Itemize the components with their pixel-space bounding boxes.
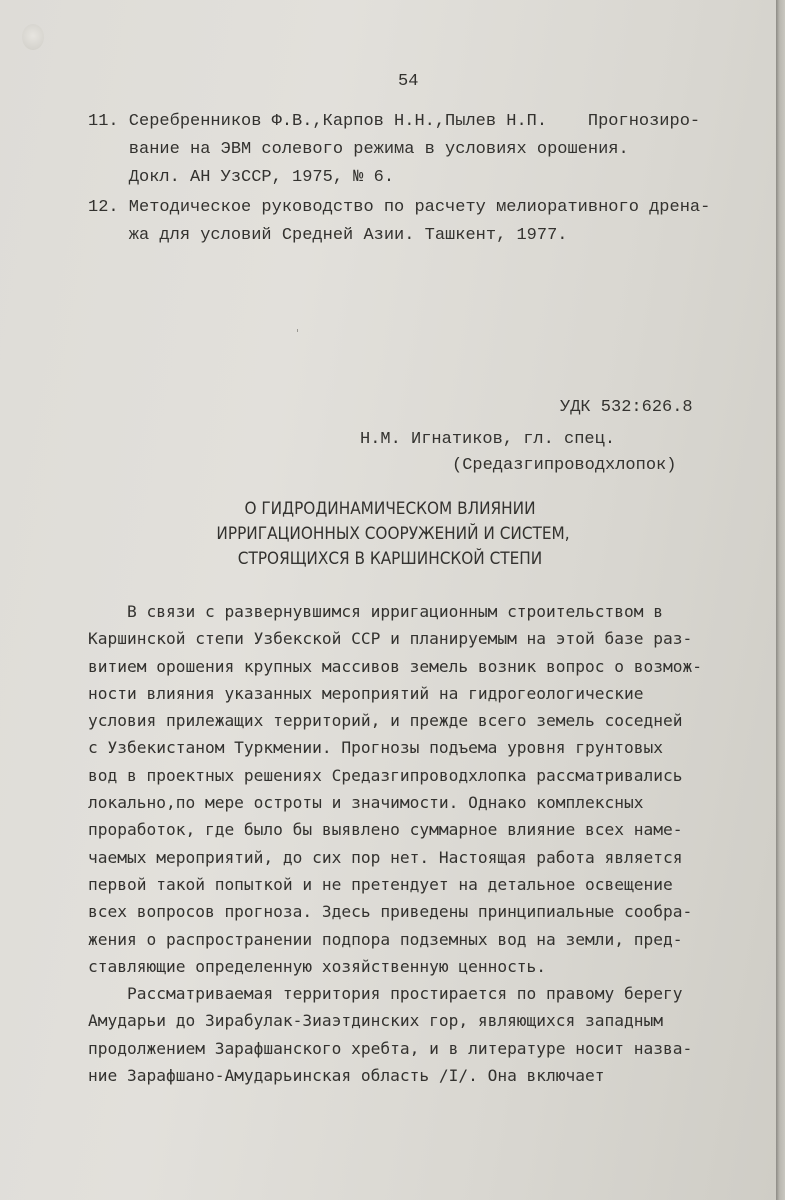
body-line: Амударьи до Зирабулак-Зиаэтдинских гор, являющихся западным [88,1011,663,1031]
stray-mark [297,329,298,332]
title-line: О ГИДРОДИНАМИЧЕСКОМ ВЛИЯНИИ [244,499,536,519]
title-line: СТРОЯЩИХСЯ В КАРШИНСКОЙ СТЕПИ [237,549,543,569]
page-number: 54 [398,72,419,91]
udk-code: УДК 532:626.8 [560,398,693,417]
reference-line: 12. Методическое руководство по расчету мелиоративного дрена- [88,198,711,217]
punch-hole [22,24,44,50]
reference-item-12 [88,194,710,250]
body-line: ние Зарафшано-Амударьинская область /I/. Она включает [88,1066,605,1086]
body-line: локально,по мере остроты и значимости. Однако комплексных [88,793,644,813]
body-line: Рассматриваемая территория простирается по правому берегу [88,984,683,1004]
body-line: жения о распространении подпора подземных вод на земли, пред- [88,929,683,949]
body-line: ности влияния указанных мероприятий на гидрогеологические [88,683,644,703]
page-edge-shadow [776,0,785,1200]
body-line: с Узбекистаном Туркмении. Прогнозы подъема уровня грунтовых [88,738,663,758]
reference-line: вание на ЭВМ солевого режима в условиях орошения. [88,140,629,159]
organization-line: (Средазгипроводхлопок) [452,456,677,475]
reference-line: жа для уcловий Средней Азии. Ташкент, 1977. [88,226,568,245]
article-body [88,598,702,1089]
body-line: первой такой попыткой и не претендует на детальное освещение [88,874,673,894]
body-line: чаемых мероприятий, до сих пор нет. Настоящая работа является [88,847,683,867]
reference-line: 11. Серебренников Ф.В.,Карпов Н.Н.,Пылев Н.П. Прогнозиро- [88,112,701,131]
article-title [0,497,776,572]
body-line: Каршинской степи Узбекской ССР и планируемым на этой базе раз- [88,629,693,649]
reference-item-11 [88,108,700,192]
body-line: витием орошения крупных массивов земель возник вопрос о возмож- [88,656,702,676]
body-line: вод в проектных решениях Средазгипроводхлопка рассматривались [88,765,683,785]
body-line: условия прилежащих территорий, и прежде всего земель соседней [88,711,683,731]
body-line: всех вопросов прогноза. Здесь приведены принципиальные сообра- [88,902,693,922]
title-line: ИРРИГАЦИОННЫХ СООРУЖЕНИЙ И СИСТЕМ, [216,524,570,544]
body-line: продолжением Зарафшанского хребта, и в литературе носит назва- [88,1038,693,1058]
author-line: Н.М. Игнатиков, гл. спец. [360,430,616,449]
reference-line: Докл. АН УзССР, 1975, № 6. [88,168,395,187]
body-line: ставляющие определенную хозяйственную ценность. [88,956,547,976]
body-line: В связи с развернувшимся ирригационным строительством в [88,602,663,621]
body-line: проработок, где было бы выявлено суммарное влияние всех наме- [88,820,683,840]
